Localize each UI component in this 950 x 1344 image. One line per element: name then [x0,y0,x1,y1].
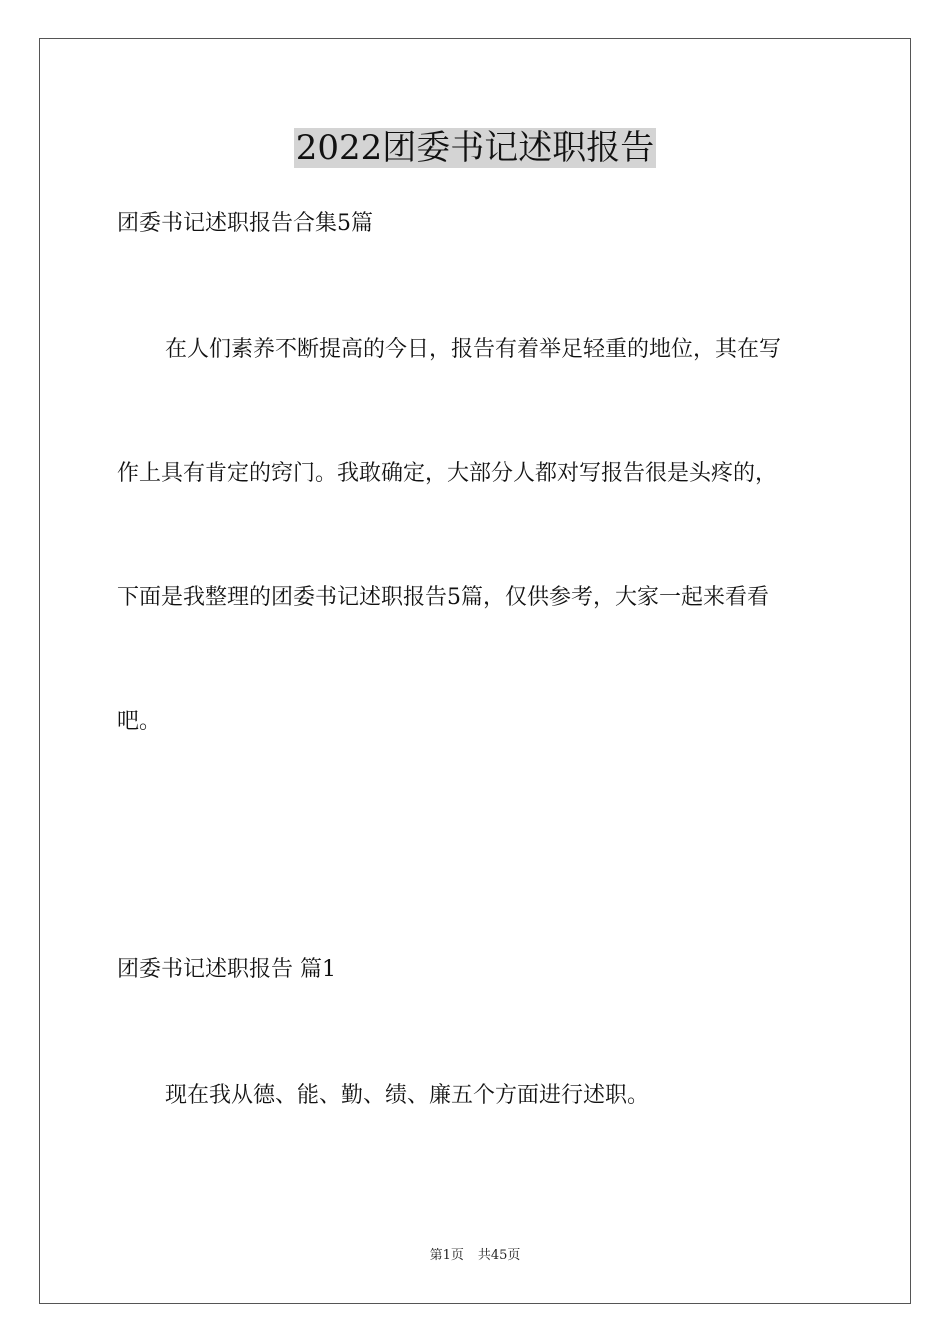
intro-line-3: 下面是我整理的团委书记述职报告5篇，仅供参考，大家一起来看看 [117,585,769,610]
intro-line-2: 作上具有肯定的窍门。我敢确定，大部分人都对写报告很是头疼的， [117,461,778,486]
section-heading: 团委书记述职报告 篇1 [117,957,336,982]
section-paragraph-line: 现在我从德、能、勤、绩、廉五个方面进行述职。 [165,1083,650,1108]
page-total: 共45页 [477,1248,521,1263]
page-number: 第1页 [429,1248,464,1263]
page-footer [0,1247,950,1265]
document-title: 2022团委书记述职报告 [295,128,655,168]
intro-line-4: 吧。 [117,709,162,734]
document-subtitle: 团委书记述职报告合集5篇 [117,211,373,236]
intro-line-1: 在人们素养不断提高的今日，报告有着举足轻重的地位，其在写 [165,337,782,362]
title-container [0,128,950,168]
